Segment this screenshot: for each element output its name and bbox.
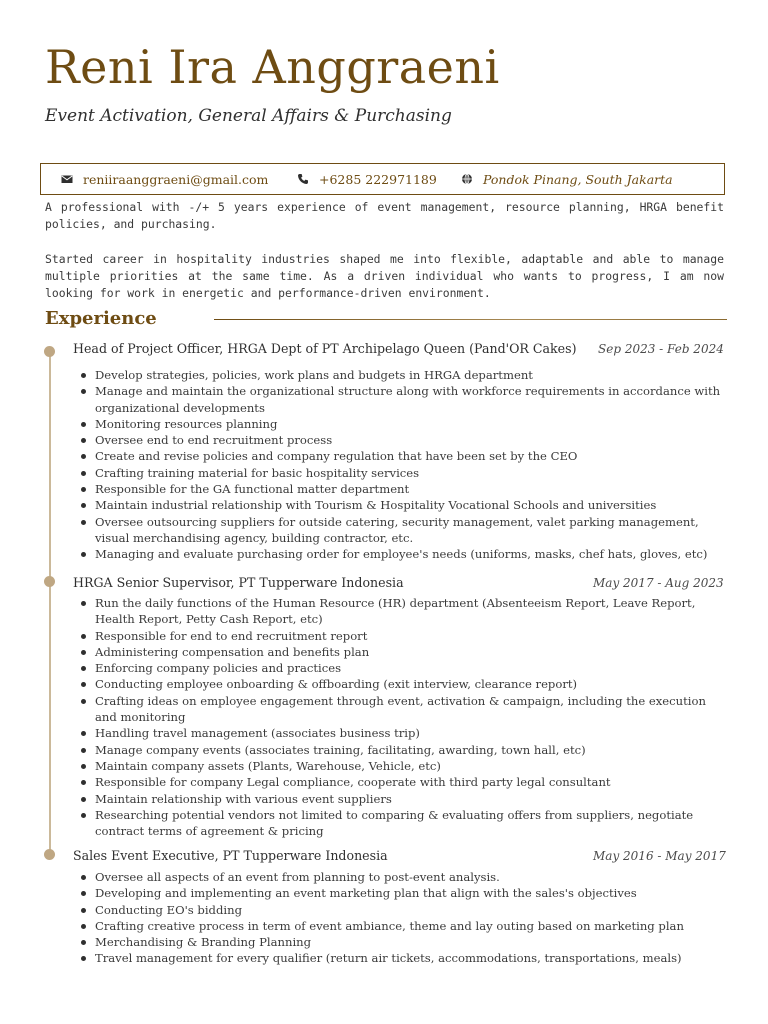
list-item: Travel management for every qualifier (return air tickets, accommodations, transportations, meals) [95,950,723,966]
timeline-dot [44,849,55,860]
phone-icon [297,173,309,185]
job-bullet-list [95,367,723,563]
job-title: HRGA Senior Supervisor, PT Tupperware Indonesia [73,575,404,590]
list-item: Crafting ideas on employee engagement through event, activation & campaign, including the execution and monitoring [95,693,723,726]
envelope-icon [61,173,73,185]
list-item: Manage company events (associates training, facilitating, awarding, town hall, etc) [95,742,723,758]
list-item: Monitoring resources planning [95,416,723,432]
job-dates: Sep 2023 - Feb 2024 [598,342,724,356]
list-item: Manage and maintain the organizational structure along with workforce requirements in accordance with organizational developments [95,383,723,416]
job-title: Head of Project Officer, HRGA Dept of PT Archipelago Queen (Pand'OR Cakes) [73,341,577,356]
list-item: Oversee end to end recruitment process [95,432,723,448]
email-text[interactable]: reniiraanggraeni@gmail.com [83,171,269,187]
list-item: Handling travel management (associates business trip) [95,725,723,741]
location-text: Pondok Pinang, South Jakarta [483,171,673,187]
job-bullet-list [95,595,723,839]
job-dates: May 2017 - Aug 2023 [593,576,724,590]
timeline-dot [44,576,55,587]
globe-icon [461,173,473,185]
candidate-tagline: Event Activation, General Affairs & Purchasing [45,106,452,126]
summary-paragraph: Started career in hospitality industries shaped me into flexible, adaptable and able to manage multiple priorities at the same time. As a driven individual who wants to progress, I am now looking for work in energetic and performance-driven environment. [45,252,724,300]
list-item: Developing and implementing an event marketing plan that align with the sales's objectives [95,885,723,901]
list-item: Administering compensation and benefits plan [95,644,723,660]
section-divider [214,319,727,320]
contact-bar [40,163,725,195]
timeline-dot [44,346,55,357]
contact-location [461,164,673,194]
contact-email[interactable] [61,164,268,194]
list-item: Enforcing company policies and practices [95,660,723,676]
list-item: Maintain industrial relationship with Tourism & Hospitality Vocational Schools and universities [95,497,723,513]
candidate-name: Reni Ira Anggraeni [45,40,500,94]
list-item: Managing and evaluate purchasing order for employee's needs (uniforms, masks, chef hats, gloves, etc) [95,546,723,562]
list-item: Responsible for the GA functional matter department [95,481,723,497]
list-item: Develop strategies, policies, work plans and budgets in HRGA department [95,367,723,383]
list-item: Merchandising & Branding Planning [95,934,723,950]
summary-paragraph: A professional with -/+ 5 years experience of event management, resource planning, HRGA benefit policies, and purchasing. [45,200,724,231]
job-bullet-list [95,869,723,967]
phone-text[interactable]: +6285 222971189 [319,171,437,187]
list-item: Oversee outsourcing suppliers for outside catering, security management, valet parking management, visual merchandising agency, building contractor, etc. [95,514,723,547]
list-item: Crafting training material for basic hospitality services [95,465,723,481]
contact-phone[interactable] [297,164,437,194]
list-item: Oversee all aspects of an event from planning to post-event analysis. [95,869,723,885]
job-dates: May 2016 - May 2017 [593,849,726,863]
list-item: Create and revise policies and company regulation that have been set by the CEO [95,448,723,464]
list-item: Crafting creative process in term of event ambiance, theme and lay outing based on marketing plan [95,918,723,934]
list-item: Responsible for end to end recruitment report [95,628,723,644]
list-item: Responsible for company Legal compliance, cooperate with third party legal consultant [95,774,723,790]
job-title: Sales Event Executive, PT Tupperware Indonesia [73,848,388,863]
list-item: Maintain relationship with various event suppliers [95,791,723,807]
list-item: Conducting EO's bidding [95,902,723,918]
list-item: Conducting employee onboarding & offboarding (exit interview, clearance report) [95,676,723,692]
list-item: Maintain company assets (Plants, Warehouse, Vehicle, etc) [95,758,723,774]
timeline-line [49,351,51,856]
section-title-experience: Experience [45,308,157,329]
list-item: Researching potential vendors not limited to comparing & evaluating offers from suppliers, negotiate contract terms of agreement & pricing [95,807,723,840]
list-item: Run the daily functions of the Human Resource (HR) department (Absenteeism Report, Leave Report, Health Report, Petty Cash Report, etc) [95,595,723,628]
